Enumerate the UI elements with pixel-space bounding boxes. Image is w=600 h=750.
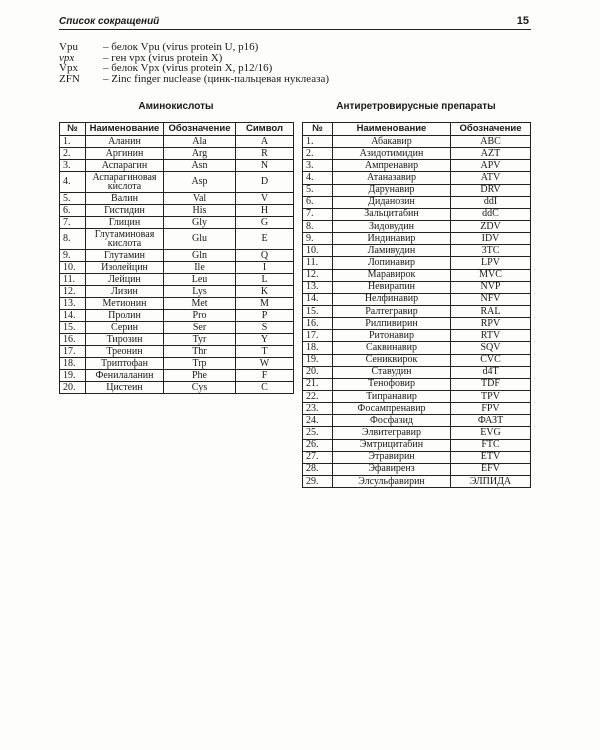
table-cell: 25. <box>303 427 333 439</box>
table-cell: Лизин <box>86 286 164 298</box>
table-cell: 10. <box>60 262 86 274</box>
table-row <box>303 136 531 148</box>
table-cell: A <box>236 136 294 148</box>
table-row <box>303 354 531 366</box>
table-cell: 6. <box>60 205 86 217</box>
table-cell: NVP <box>451 281 531 293</box>
table-cell: Тирозин <box>86 334 164 346</box>
table-cell: EFV <box>451 463 531 475</box>
table-row <box>303 378 531 390</box>
table-cell: Q <box>236 250 294 262</box>
table-cell: Лейцин <box>86 274 164 286</box>
table-cell: 18. <box>303 342 333 354</box>
abbreviation-definition: – белок Vpu (virus protein U, p16) <box>103 41 259 53</box>
table-cell: Типранавир <box>333 390 451 402</box>
column-header: № <box>303 123 333 136</box>
table-cell: TPV <box>451 390 531 402</box>
table-cell: Азидотимидин <box>333 148 451 160</box>
table-row <box>303 293 531 305</box>
table-row <box>303 451 531 463</box>
table-cell: Серин <box>86 322 164 334</box>
table-cell: Trp <box>164 358 236 370</box>
table-cell: Gly <box>164 217 236 229</box>
table-cell: FPV <box>451 403 531 415</box>
running-header <box>59 13 531 30</box>
table-cell: Ритонавир <box>333 330 451 342</box>
table-cell: 13. <box>303 281 333 293</box>
table-cell: P <box>236 310 294 322</box>
table-cell: 28. <box>303 463 333 475</box>
table-cell: Ser <box>164 322 236 334</box>
table-cell: NFV <box>451 293 531 305</box>
table-cell: 20. <box>60 382 86 394</box>
table-cell: 29. <box>303 475 333 487</box>
table-cell: 8. <box>303 220 333 232</box>
amino-acids-table <box>59 122 294 394</box>
table-row <box>60 160 294 172</box>
table-cell: EVG <box>451 427 531 439</box>
table-cell: 18. <box>60 358 86 370</box>
table-row <box>60 262 294 274</box>
page-number: 15 <box>516 15 529 27</box>
table-cell: DRV <box>451 184 531 196</box>
table-cell: Изолейцин <box>86 262 164 274</box>
table-cell: Невирапин <box>333 281 451 293</box>
table-cell: 20. <box>303 366 333 378</box>
column-header: Обозначение <box>164 123 236 136</box>
table-cell: 8. <box>60 229 86 250</box>
table-cell: T <box>236 346 294 358</box>
table-cell: Цистеин <box>86 382 164 394</box>
table-cell: Y <box>236 334 294 346</box>
table-cell: ABC <box>451 136 531 148</box>
table-cell: Leu <box>164 274 236 286</box>
table-cell: 11. <box>303 257 333 269</box>
table-cell: 1. <box>303 136 333 148</box>
table-row <box>60 346 294 358</box>
abbreviation-definition: – ген vpx (virus protein X) <box>103 51 223 64</box>
table-cell: 10. <box>303 245 333 257</box>
table-cell: N <box>236 160 294 172</box>
table-cell: Сениквирок <box>333 354 451 366</box>
table-cell: Met <box>164 298 236 310</box>
table-cell: Тенофовир <box>333 378 451 390</box>
amino-acids-title: Аминокислоты <box>138 101 214 112</box>
table-row <box>303 318 531 330</box>
table-cell: Эфавиренз <box>333 463 451 475</box>
table-row <box>303 196 531 208</box>
table-row <box>303 403 531 415</box>
abbreviation-entry <box>59 74 539 85</box>
table-cell: d4T <box>451 366 531 378</box>
table-cell: Glu <box>164 229 236 250</box>
table-cell: H <box>236 205 294 217</box>
table-row <box>60 193 294 205</box>
table-cell: 23. <box>303 403 333 415</box>
table-cell: G <box>236 217 294 229</box>
table-cell: Pro <box>164 310 236 322</box>
table-cell: SQV <box>451 342 531 354</box>
section-title: Список сокращений <box>59 16 160 27</box>
table-cell: 17. <box>303 330 333 342</box>
table-cell: I <box>236 262 294 274</box>
abbreviation-term: ZFN <box>59 72 80 85</box>
table-cell: Аланин <box>86 136 164 148</box>
table-row <box>303 415 531 427</box>
table-cell: FTC <box>451 439 531 451</box>
table-cell: 5. <box>60 193 86 205</box>
table-cell: 2. <box>303 148 333 160</box>
table-cell: Asn <box>164 160 236 172</box>
table-cell: 2. <box>60 148 86 160</box>
table-cell: Аргинин <box>86 148 164 160</box>
table-row <box>303 160 531 172</box>
table-cell: D <box>236 172 294 193</box>
table-cell: Рилпивирин <box>333 318 451 330</box>
table-cell: E <box>236 229 294 250</box>
table-cell: 24. <box>303 415 333 427</box>
table-cell: ATV <box>451 172 531 184</box>
table-cell: 7. <box>60 217 86 229</box>
table-cell: 9. <box>303 233 333 245</box>
table-cell: 6. <box>303 196 333 208</box>
table-cell: Глицин <box>86 217 164 229</box>
table-cell: Фосампренавир <box>333 403 451 415</box>
table-cell: Зидовудин <box>333 220 451 232</box>
antiretrovirals-title: Антиретровирусные препараты <box>336 101 496 112</box>
abbreviation-term: vpx <box>59 51 75 64</box>
table-row <box>60 136 294 148</box>
table-cell: L <box>236 274 294 286</box>
table-cell: His <box>164 205 236 217</box>
abbreviation-definition: – Zinc finger nuclease (цинк-пальцевая нуклеаза) <box>103 72 330 85</box>
table-cell: Фосфазид <box>333 415 451 427</box>
table-cell: S <box>236 322 294 334</box>
table-cell: Эмтрицитабин <box>333 439 451 451</box>
table-cell: Phe <box>164 370 236 382</box>
column-header: Наименование <box>86 123 164 136</box>
table-cell: Пролин <box>86 310 164 322</box>
table-cell: C <box>236 382 294 394</box>
table-cell: Маравирок <box>333 269 451 281</box>
table-cell: 19. <box>60 370 86 382</box>
table-cell: Саквинавир <box>333 342 451 354</box>
table-cell: MVC <box>451 269 531 281</box>
column-header: Наименование <box>333 123 451 136</box>
table-cell: Треонин <box>86 346 164 358</box>
table-cell: 13. <box>60 298 86 310</box>
table-cell: 14. <box>60 310 86 322</box>
table-row <box>303 463 531 475</box>
table-cell: Val <box>164 193 236 205</box>
table-cell: ФАЗТ <box>451 415 531 427</box>
table-cell: IDV <box>451 233 531 245</box>
table-cell: Asp <box>164 172 236 193</box>
table-row <box>303 208 531 220</box>
antiretrovirals-table <box>302 122 531 488</box>
table-row <box>303 305 531 317</box>
table-cell: RTV <box>451 330 531 342</box>
table-cell: 3. <box>303 160 333 172</box>
table-row <box>60 274 294 286</box>
table-row <box>303 427 531 439</box>
table-row <box>60 298 294 310</box>
table-cell: 9. <box>60 250 86 262</box>
table-cell: RAL <box>451 305 531 317</box>
table-cell: 11. <box>60 274 86 286</box>
table-cell: 22. <box>303 390 333 402</box>
table-cell: Гистидин <box>86 205 164 217</box>
table-cell: Глутаминовая кислота <box>86 229 164 250</box>
abbreviation-term: Vpx <box>59 62 78 75</box>
column-header: № <box>60 123 86 136</box>
table-cell: 4. <box>303 172 333 184</box>
table-cell: 26. <box>303 439 333 451</box>
table-cell: Ламивудин <box>333 245 451 257</box>
table-cell: Дарунавир <box>333 184 451 196</box>
table-row <box>60 250 294 262</box>
table-cell: V <box>236 193 294 205</box>
table-cell: Зальцитабин <box>333 208 451 220</box>
table-cell: Абакавир <box>333 136 451 148</box>
table-cell: Ставудин <box>333 366 451 378</box>
table-row <box>303 439 531 451</box>
table-row <box>60 358 294 370</box>
table-cell: Lys <box>164 286 236 298</box>
table-row <box>60 172 294 193</box>
table-row <box>303 269 531 281</box>
table-cell: 19. <box>303 354 333 366</box>
column-header: Обозначение <box>451 123 531 136</box>
table-row <box>303 245 531 257</box>
table-cell: Arg <box>164 148 236 160</box>
table-cell: 16. <box>303 318 333 330</box>
table-row <box>60 286 294 298</box>
table-row <box>60 229 294 250</box>
table-cell: Tyr <box>164 334 236 346</box>
table-cell: Лопинавир <box>333 257 451 269</box>
table-row <box>60 148 294 160</box>
table-cell: 15. <box>60 322 86 334</box>
table-cell: ZDV <box>451 220 531 232</box>
table-row <box>303 233 531 245</box>
table-cell: Аспарагиновая кислота <box>86 172 164 193</box>
abbreviation-list <box>59 42 539 84</box>
table-cell: LPV <box>451 257 531 269</box>
table-cell: Атаназавир <box>333 172 451 184</box>
table-cell: Элсульфавирин <box>333 475 451 487</box>
table-cell: 1. <box>60 136 86 148</box>
table-cell: Метионин <box>86 298 164 310</box>
table-cell: 21. <box>303 378 333 390</box>
table-cell: 4. <box>60 172 86 193</box>
table-cell: Аспарагин <box>86 160 164 172</box>
table-cell: Элвитегравир <box>333 427 451 439</box>
table-cell: 3. <box>60 160 86 172</box>
table-cell: Глутамин <box>86 250 164 262</box>
table-cell: ETV <box>451 451 531 463</box>
table-cell: Cys <box>164 382 236 394</box>
table-cell: Фенилаланин <box>86 370 164 382</box>
table-row <box>303 366 531 378</box>
table-cell: R <box>236 148 294 160</box>
table-cell: K <box>236 286 294 298</box>
table-cell: Ралтегравир <box>333 305 451 317</box>
table-row <box>303 390 531 402</box>
column-header: Символ <box>236 123 294 136</box>
table-cell: Триптофан <box>86 358 164 370</box>
abbreviation-definition: – белок Vpx (virus protein X, p12/16) <box>103 62 273 75</box>
table-cell: 27. <box>303 451 333 463</box>
table-row <box>60 322 294 334</box>
table-row <box>303 220 531 232</box>
table-row <box>60 334 294 346</box>
table-cell: 14. <box>303 293 333 305</box>
table-row <box>60 310 294 322</box>
abbreviation-term: Vpu <box>59 41 78 53</box>
table-cell: Диданозин <box>333 196 451 208</box>
table-cell: W <box>236 358 294 370</box>
table-cell: 12. <box>303 269 333 281</box>
table-cell: AZT <box>451 148 531 160</box>
table-row <box>303 148 531 160</box>
table-cell: Этравирин <box>333 451 451 463</box>
table-row <box>303 475 531 487</box>
table-row <box>303 281 531 293</box>
table-row <box>303 342 531 354</box>
table-cell: 17. <box>60 346 86 358</box>
table-cell: Нелфинавир <box>333 293 451 305</box>
table-cell: M <box>236 298 294 310</box>
table-row <box>303 330 531 342</box>
table-cell: ЭЛПИДА <box>451 475 531 487</box>
table-cell: Валин <box>86 193 164 205</box>
table-cell: 5. <box>303 184 333 196</box>
table-row <box>60 217 294 229</box>
table-cell: Ala <box>164 136 236 148</box>
table-row <box>60 370 294 382</box>
table-cell: 7. <box>303 208 333 220</box>
table-row <box>60 382 294 394</box>
table-cell: 3TC <box>451 245 531 257</box>
table-cell: 12. <box>60 286 86 298</box>
table-row <box>303 184 531 196</box>
table-cell: APV <box>451 160 531 172</box>
table-cell: ddC <box>451 208 531 220</box>
table-cell: 16. <box>60 334 86 346</box>
table-cell: RPV <box>451 318 531 330</box>
table-cell: 15. <box>303 305 333 317</box>
table-cell: Ile <box>164 262 236 274</box>
table-cell: Индинавир <box>333 233 451 245</box>
table-row <box>60 205 294 217</box>
table-row <box>303 257 531 269</box>
table-cell: Thr <box>164 346 236 358</box>
table-cell: TDF <box>451 378 531 390</box>
table-cell: ddI <box>451 196 531 208</box>
table-cell: CVC <box>451 354 531 366</box>
table-cell: Gln <box>164 250 236 262</box>
table-cell: F <box>236 370 294 382</box>
table-row <box>303 172 531 184</box>
table-cell: Ампренавир <box>333 160 451 172</box>
